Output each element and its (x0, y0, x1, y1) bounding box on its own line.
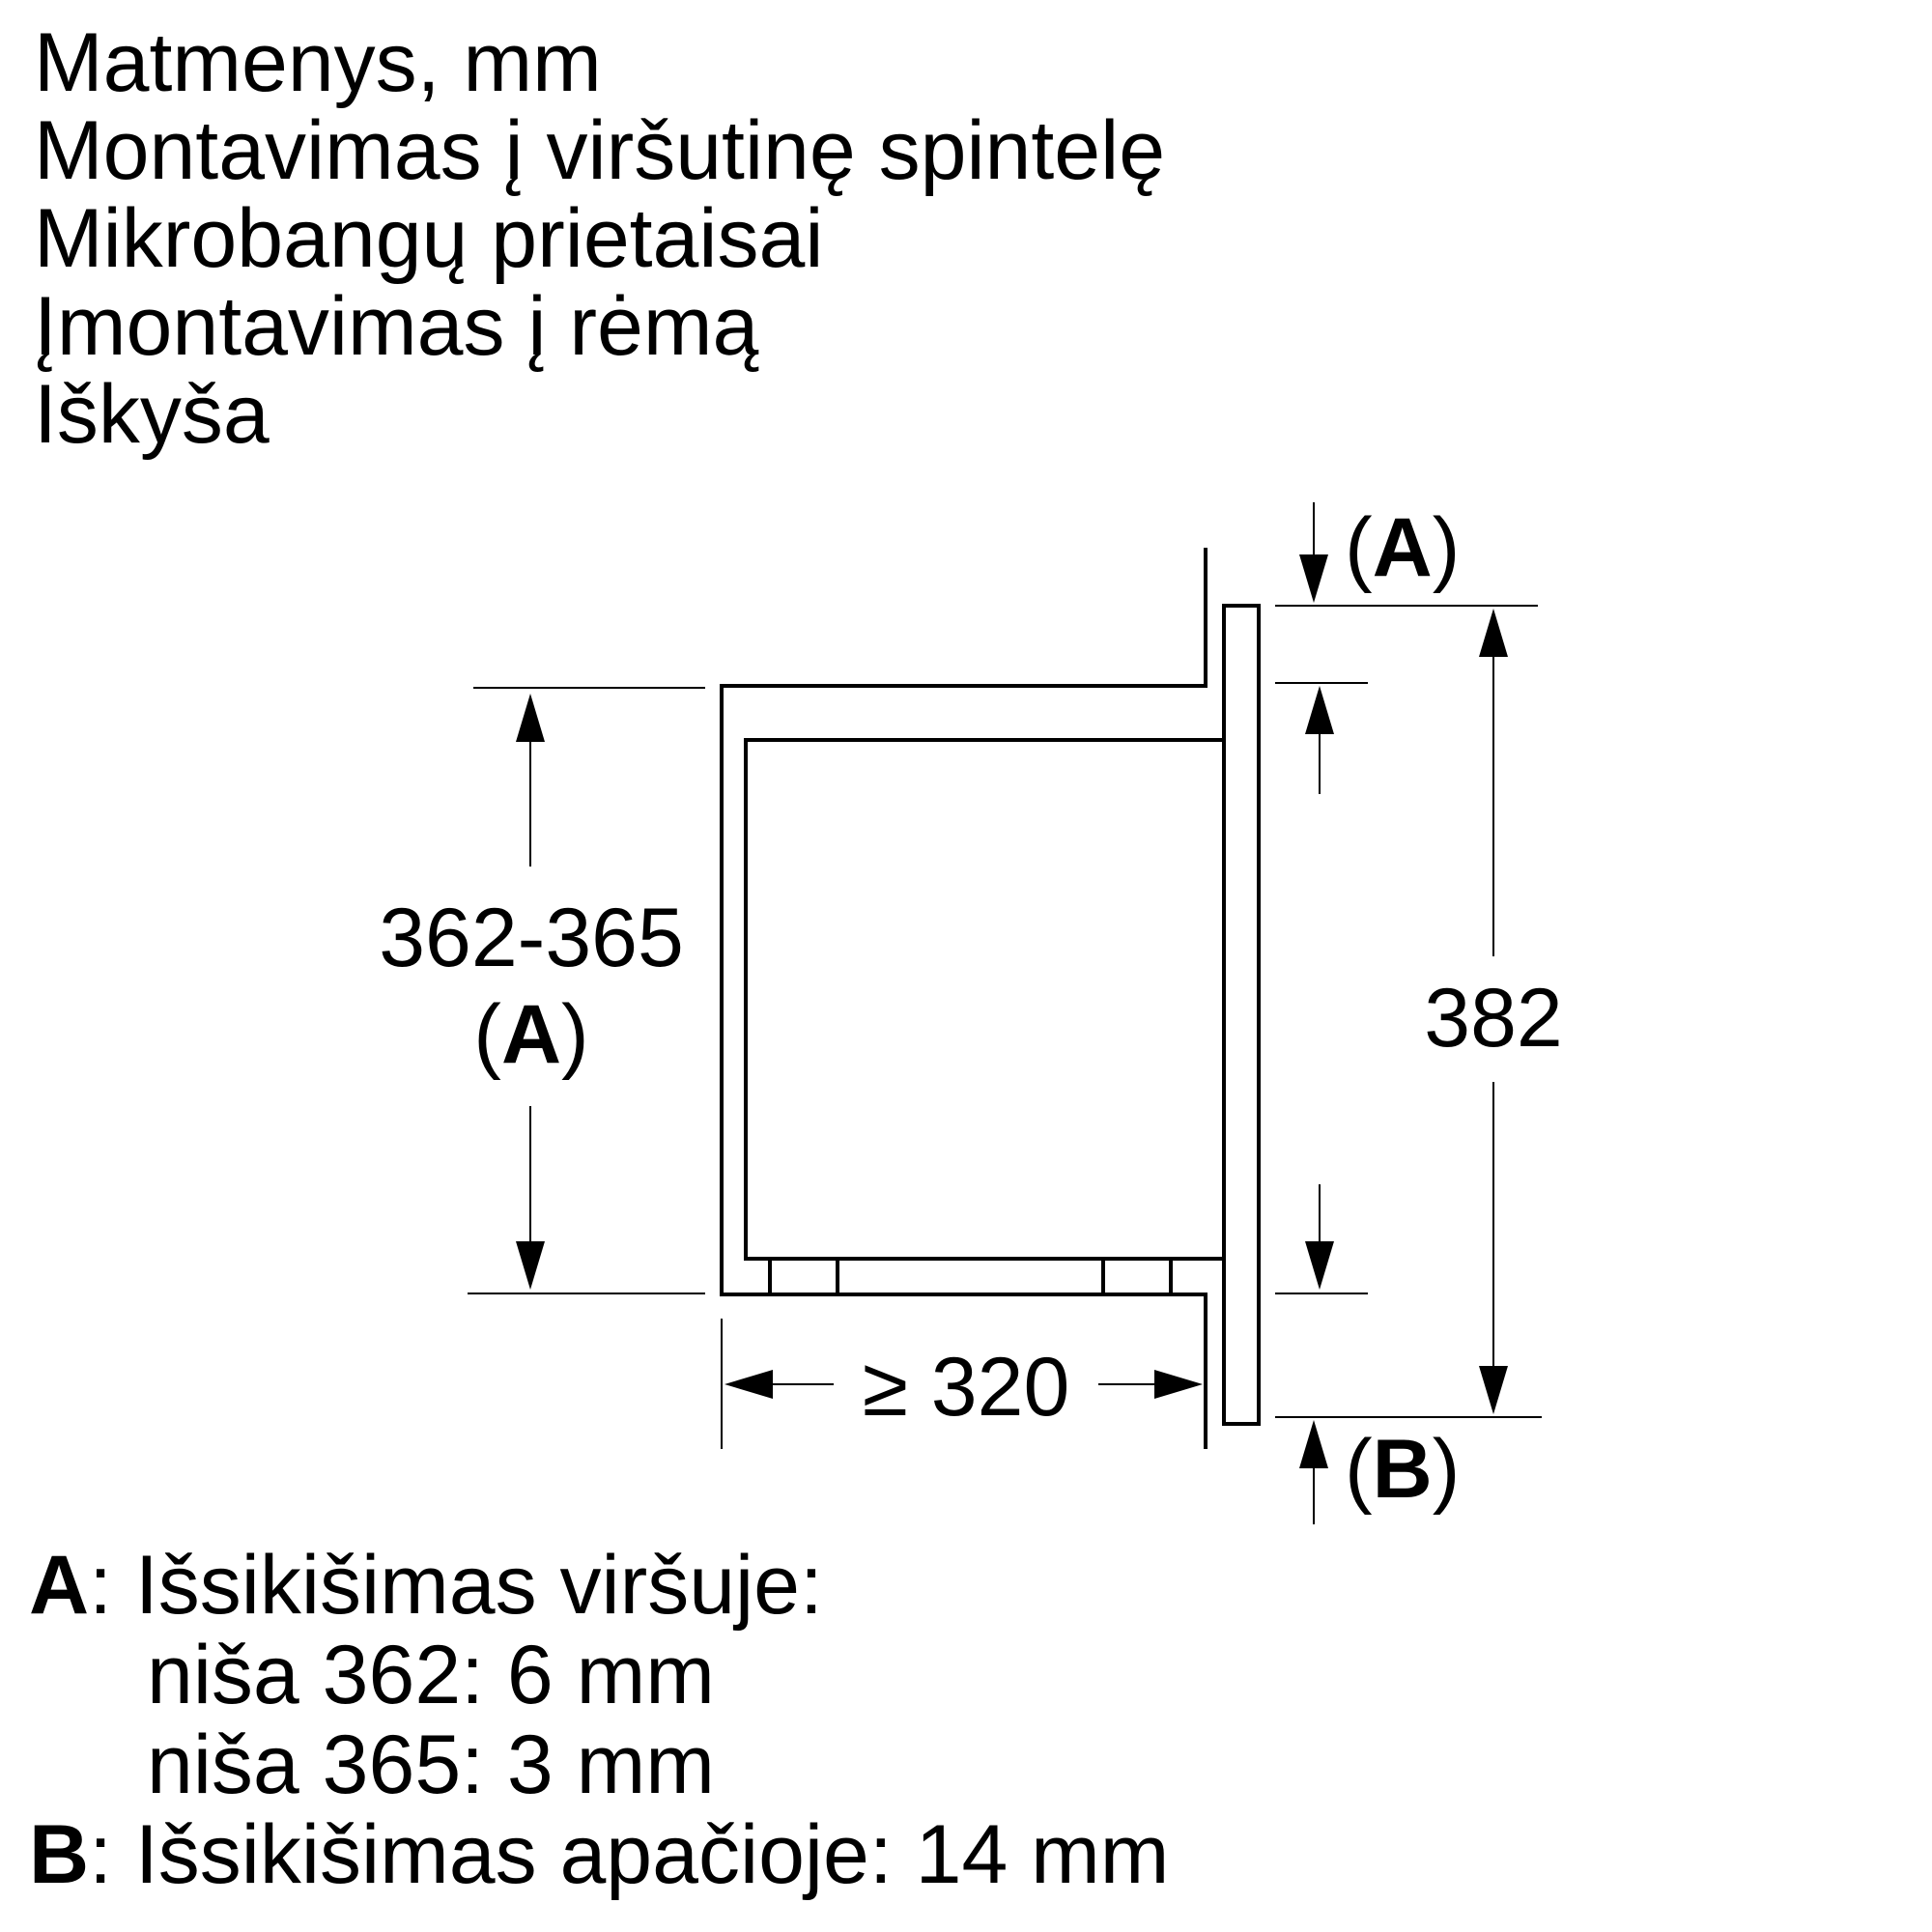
legend-key-b: B (29, 1808, 90, 1901)
legend-key-a: A (29, 1539, 90, 1632)
foot-right (1103, 1259, 1171, 1294)
arrow-niche-depth-right (1154, 1370, 1203, 1399)
appliance-body (746, 740, 1224, 1259)
cabinet-outline (722, 548, 1206, 1449)
heading-line-protrusion: Iškyša (34, 368, 270, 461)
arrow-niche-height-bottom (516, 1241, 545, 1290)
legend-item-b (29, 1810, 1169, 1900)
arrow-frame-bottom-down (1305, 1241, 1334, 1290)
niche-height-reference: (A) (473, 988, 589, 1081)
niche-depth-value: ≥ 320 (862, 1341, 1070, 1434)
foot-left (770, 1259, 838, 1294)
heading-line-mounting: Montavimas į viršutinę spintelę (34, 104, 1166, 197)
extension-lines (468, 606, 1542, 1449)
total-height-value: 382 (1424, 972, 1563, 1065)
top-protrusion-label: (A) (1345, 501, 1461, 594)
arrow-total-height-top (1479, 609, 1508, 657)
legend-text-b: : Išsikišimas apačioje: 14 mm (89, 1808, 1170, 1901)
arrow-niche-height-top (516, 694, 545, 742)
heading-line-installation: Įmontavimas į rėmą (34, 280, 759, 373)
legend (29, 1541, 1169, 1900)
legend-text-a: : Išsikišimas viršuje: (89, 1539, 823, 1632)
legend-item-a (29, 1541, 1169, 1631)
heading-line-dimensions: Matmenys, mm (34, 16, 602, 109)
arrow-niche-depth-left (724, 1370, 773, 1399)
arrow-total-height-bottom (1479, 1366, 1508, 1414)
legend-a-niche-365: niša 365: 3 mm (147, 1719, 715, 1811)
bottom-protrusion-label: (B) (1345, 1423, 1461, 1516)
bottom-protrusion-marker (1299, 1420, 1460, 1524)
appliance-feet (770, 1259, 1171, 1294)
dimension-total-height (1424, 609, 1563, 1414)
arrow-top-protrusion-down (1299, 554, 1328, 603)
dimension-niche-depth (724, 1341, 1203, 1434)
heading-line-category: Mikrobangų prietaisai (34, 192, 824, 285)
legend-a-niche-362: niša 362: 6 mm (147, 1629, 715, 1721)
dimension-niche-height (379, 694, 684, 1290)
niche-height-value: 362-365 (379, 892, 684, 984)
front-frame-panel (1224, 606, 1259, 1424)
top-protrusion-marker (1299, 501, 1460, 603)
frame-overlap-arrows (1305, 686, 1334, 1290)
